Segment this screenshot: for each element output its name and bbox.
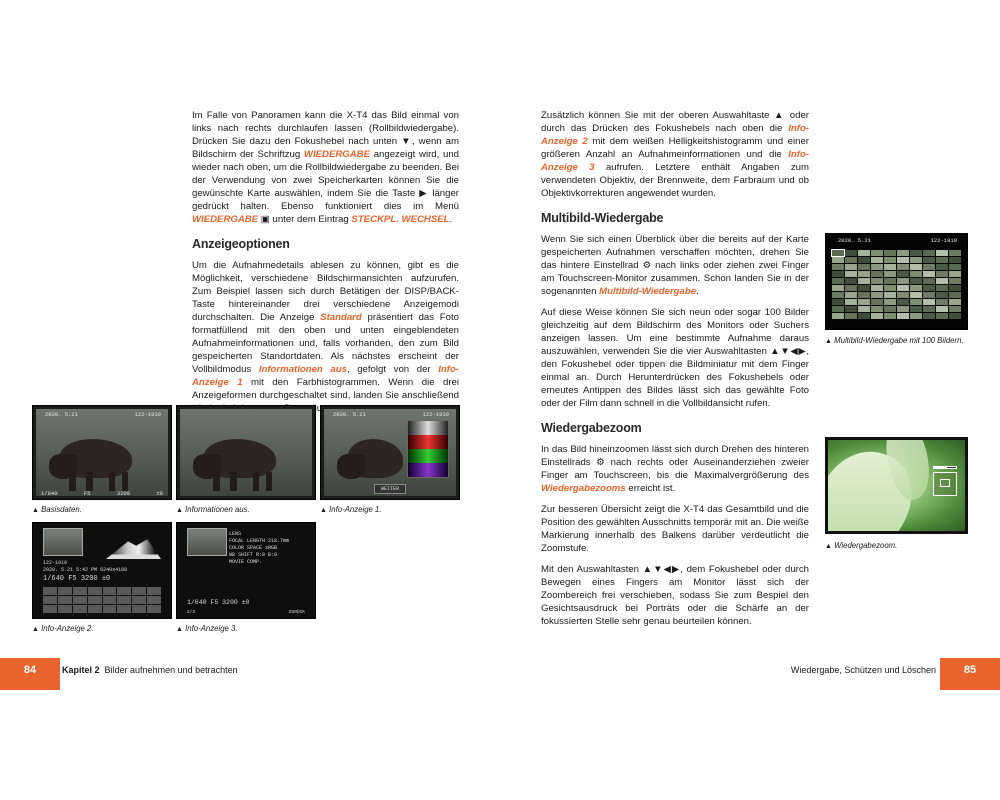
thumbnail-cell — [923, 257, 935, 263]
heading-multibild: Multibild-Wiedergabe — [541, 211, 664, 225]
thumbnail-cell — [871, 264, 883, 270]
thumbnail-cell — [923, 285, 935, 291]
thumbnail-cell — [845, 292, 857, 298]
thumbnail-cell — [910, 306, 922, 312]
thumbnail-cell — [923, 299, 935, 305]
thumbnail-cell — [949, 264, 961, 270]
multibild-screen: 2020. 5.21 122-1910 — [825, 233, 968, 330]
thumbnail-cell — [845, 250, 857, 256]
thumbnail-cell — [910, 257, 922, 263]
thumbnail-cell — [858, 299, 870, 305]
highlight-wiedergabe: WIEDERGABE — [303, 149, 370, 160]
heading-anzeigeoptionen: Anzeigeoptionen — [192, 237, 290, 251]
thumbnail-cell — [949, 285, 961, 291]
highlight-steckpl: STECKPL. WECHSEL — [351, 214, 450, 225]
thumbnail-image — [187, 528, 227, 556]
zoom-navigator — [933, 472, 957, 496]
thumbnail-cell — [949, 299, 961, 305]
thumbnail-cell — [923, 306, 935, 312]
thumbnail-cell — [936, 306, 948, 312]
thumbnail-cell — [871, 285, 883, 291]
thumbnail-cell — [936, 250, 948, 256]
thumbnail-cell — [871, 278, 883, 284]
caption-basisdaten: ▲ Basisdaten. — [32, 505, 82, 514]
thumbnail-cell — [832, 306, 844, 312]
thumbnail-cell — [858, 264, 870, 270]
caption-informationen-aus: ▲ Informationen aus. — [176, 505, 250, 514]
thumbnail-cell — [949, 313, 961, 319]
thumbnail-cell — [871, 271, 883, 277]
thumbnail-cell — [845, 257, 857, 263]
thumbnail-cell — [845, 264, 857, 270]
thumbnail-cell — [923, 271, 935, 277]
thumbnail-cell — [949, 250, 961, 256]
thumbnail-cell — [936, 292, 948, 298]
caption-multibild: ▲ Multibild-Wiedergabe mit 100 Bildern. — [825, 336, 964, 345]
thumbnail-cell — [832, 264, 844, 270]
paragraph-info-anzeige: Zusätzlich können Sie mit der oberen Auswahltaste ▲ oder durch das Drücken des Fokushebels nach oben die Info-Anzeige 2 mit dem weißen Helligkeitshistogramm und einer größeren Anzahl an Aufnahmeinformationen und die Info-Anzeige 3 aufrufen. Letztere enthält Angaben zum verwendeten Objektiv, der Brennweite, dem Farbraum und ob Objektivkorrekturen angewendet wurden. — [541, 110, 809, 199]
thumbnail-cell — [910, 292, 922, 298]
thumbnail-cell — [897, 257, 909, 263]
thumbnail-cell — [845, 299, 857, 305]
thumbnail-cell — [923, 278, 935, 284]
footer-left: Kapitel 2 Bilder aufnehmen und betrachten — [62, 665, 238, 675]
thumbnail-cell — [936, 264, 948, 270]
thumbnail-cell — [910, 278, 922, 284]
zoom-bar — [933, 466, 957, 469]
thumbnail-cell — [832, 292, 844, 298]
thumbnail-cell — [910, 271, 922, 277]
thumbnail-cell — [884, 278, 896, 284]
paragraph-zoom-2: Zur besseren Übersicht zeigt die X-T4 das Gesamtbild und die Position des gewählten Ausschnitts temporär mit an. Die weiße Markierung innerhalb des Balkens darüber verdeutlicht die Zoomstufe. — [541, 504, 809, 554]
thumbnail-cell — [884, 264, 896, 270]
thumbnail-cell — [936, 285, 948, 291]
heading-wiedergabezoom: Wiedergabezoom — [541, 421, 642, 435]
page-number-right: 85 — [940, 658, 1000, 690]
thumbnail-cell — [936, 271, 948, 277]
paragraph-zoom-3: Mit den Auswahltasten ▲▼◀▶, dem Fokushebel oder durch Bewegen eines Fingers am Monitor lässt sich der Zoombereich frei verschieben, sodass Sie zum Bespiel den Gesichtsausdruck bei Porträts oder die Schärfe an der fokussierten Stelle sehr genau beurteilen können. — [541, 564, 809, 627]
thumbnail-cell — [858, 313, 870, 319]
screen-info-anzeige-3: LENS FOCAL LENGTH 218.7mm COLOR SPACE sRGB WB SHIFT R:0 B:0 MOVIE COMP. 1/640 F5 3200 ±0 2/3 ZURÜCK — [176, 522, 316, 619]
thumbnail-cell — [897, 250, 909, 256]
thumbnail-cell — [897, 292, 909, 298]
thumbnail-grid — [832, 250, 961, 319]
thumbnail-cell — [832, 278, 844, 284]
thumbnail-cell — [910, 299, 922, 305]
thumbnail-cell — [923, 250, 935, 256]
thumbnail-cell — [949, 257, 961, 263]
thumbnail-cell — [949, 306, 961, 312]
thumbnail-cell — [858, 306, 870, 312]
thumbnail-cell — [936, 299, 948, 305]
thumbnail-cell — [858, 292, 870, 298]
photo-info-anzeige-1: 2020. 5.21 122-1910 WEITER — [320, 405, 460, 500]
thumbnail-cell — [884, 250, 896, 256]
color-histogram — [407, 420, 449, 478]
thumbnail-cell — [832, 299, 844, 305]
thumbnail-cell — [884, 271, 896, 277]
thumbnail-cell — [936, 278, 948, 284]
left-text-column — [192, 109, 459, 423]
caption-info-anzeige-3: ▲ Info-Anzeige 3. — [176, 624, 238, 633]
thumbnail-cell — [897, 278, 909, 284]
thumbnail-cell — [858, 250, 870, 256]
thumbnail-cell — [910, 313, 922, 319]
thumbnail-cell — [858, 278, 870, 284]
thumbnail-cell — [871, 292, 883, 298]
thumbnail-cell — [845, 271, 857, 277]
thumbnail-cell — [858, 285, 870, 291]
thumbnail-cell — [897, 271, 909, 277]
thumbnail-cell — [884, 313, 896, 319]
thumbnail-cell — [936, 257, 948, 263]
thumbnail-cell — [923, 292, 935, 298]
thumbnail-cell — [897, 313, 909, 319]
luminance-histogram — [106, 537, 161, 559]
thumbnail-cell — [845, 306, 857, 312]
thumbnail-cell — [832, 250, 844, 256]
thumbnail-cell — [884, 306, 896, 312]
thumbnail-cell — [897, 264, 909, 270]
photo-informationen-aus — [176, 405, 316, 500]
thumbnail-cell — [949, 292, 961, 298]
caption-info-anzeige-1: ▲ Info-Anzeige 1. — [320, 505, 382, 514]
weiter-label: WEITER — [374, 484, 406, 494]
caption-wiedergabezoom: ▲ Wiedergabezoom. — [825, 541, 898, 550]
thumbnail-cell — [884, 285, 896, 291]
thumbnail-cell — [897, 299, 909, 305]
settings-grid — [43, 587, 161, 613]
photo-basisdaten: 2020. 5.21 122-1910 1/640 F5 3200 ±0 — [32, 405, 172, 500]
thumbnail-cell — [832, 313, 844, 319]
paragraph-zoom-1: In das Bild hineinzoomen lässt sich durch Drehen des hinteren Einstellrads ⚙ nach rechts oder Auseinanderziehen zweier Finger am Touchscreen, bis die Maximalvergrößerung des Wiedergabezooms erreicht ist. — [541, 444, 809, 494]
thumbnail-cell — [858, 257, 870, 263]
thumbnail-cell — [923, 313, 935, 319]
thumbnail-cell — [884, 257, 896, 263]
thumbnail-image — [43, 528, 83, 556]
photo-wiedergabezoom — [825, 437, 968, 534]
paragraph-multibild-2: Auf diese Weise können Sie sich neun oder sogar 100 Bilder gleichzeitig auf dem Bildschirm des Monitors oder Suchers anzeigen lassen. Um eine bestimmte Aufnahme daraus auszuwählen, verwenden Sie die vier Auswahltasten ▲▼◀▶, den Fokushebel oder tippen die Bildminiatur mit dem Finger einmal an. Durch Herunterdrücken des Fokushebels oder erneutes Antippen des Bildes lässt sich das gewählte Foto oder der Film dann schnell in die Vollbildansicht rufen. — [541, 307, 809, 409]
thumbnail-cell — [884, 292, 896, 298]
thumbnail-cell — [897, 285, 909, 291]
thumbnail-cell — [871, 257, 883, 263]
thumbnail-cell — [845, 285, 857, 291]
thumbnail-cell — [897, 306, 909, 312]
thumbnail-cell — [832, 271, 844, 277]
page-number-left: 84 — [0, 658, 60, 690]
thumbnail-cell — [910, 285, 922, 291]
thumbnail-cell — [949, 278, 961, 284]
thumbnail-cell — [936, 313, 948, 319]
highlight-wiedergabe-menu: WIEDERGABE — [192, 214, 259, 225]
thumbnail-cell — [884, 299, 896, 305]
thumbnail-cell — [832, 285, 844, 291]
thumbnail-cell — [910, 250, 922, 256]
thumbnail-cell — [949, 271, 961, 277]
thumbnail-cell — [910, 264, 922, 270]
right-text-column — [541, 109, 809, 636]
paragraph-panorama: Im Falle von Panoramen kann die X-T4 das Bild einmal von links nach rechts durchlaufen lassen (Rollbildwiedergabe). Drücken Sie dazu den Fokushebel nach unten ▼, wenn am Bildschirm der Schriftzug WIEDERGABE angezeigt wird, und wieder nach oben, um die Rollbildwiedergabe zu beenden. Bei der Verwendung von zwei Speicherkarten können Sie die gewünschte Karte auswählen, indem Sie die Taste ▶ länger gedrückt halten. Ebenso funktioniert dies im Menü WIEDERGABE ▣ unter dem Eintrag STECKPL. WECHSEL. — [192, 110, 459, 225]
paragraph-anzeigeoptionen: Um die Aufnahmedetails ablesen zu können, gibt es die Möglichkeit, verschiedene Bildschirmansichten aufzurufen. Zum Beispiel lassen sich durch Betätigen der DISP/BACK-Taste hintereinander drei verschiedene Anzeigemodi durchschalten. Die Anzeige Standard präsentiert das Foto formatfüllend mit den oben und unten eingeblendeten Aufnahmeinformationen und, falls vorhanden, den zum Bild gespeicherten Standortdaten. Als nächstes erscheint der Vollbildmodus Informationen aus, gefolgt von der Info-Anzeige 1 mit den Farbhistogrammen. Wenn die drei Anzeigeformen durchgeschaltet sind, landen Sie anschließend — [192, 260, 459, 401]
thumbnail-cell — [832, 257, 844, 263]
screen-info-anzeige-2: 122-1910 2020. 5.21 5:42 PM 6240x4160 1/640 F5 3200 ±0 — [32, 522, 172, 619]
thumbnail-cell — [871, 313, 883, 319]
thumbnail-cell — [871, 299, 883, 305]
thumbnail-cell — [845, 313, 857, 319]
footer-right: Wiedergabe, Schützen und Löschen — [790, 665, 936, 675]
thumbnail-cell — [845, 278, 857, 284]
thumbnail-cell — [858, 271, 870, 277]
thumbnail-cell — [871, 250, 883, 256]
thumbnail-cell — [923, 264, 935, 270]
caption-info-anzeige-2: ▲ Info-Anzeige 2. — [32, 624, 94, 633]
paragraph-multibild-1: Wenn Sie sich einen Überblick über die bereits auf der Karte gespeicherten Aufnahmen verschaffen möchten, drehen Sie das hintere Einstellrad ⚙ nach links oder ziehen zwei Finger am Touchscreen-Monitor zusammen. Schon landen Sie in der sogenannten Multibild-Wiedergabe. — [541, 234, 809, 297]
thumbnail-cell — [871, 306, 883, 312]
